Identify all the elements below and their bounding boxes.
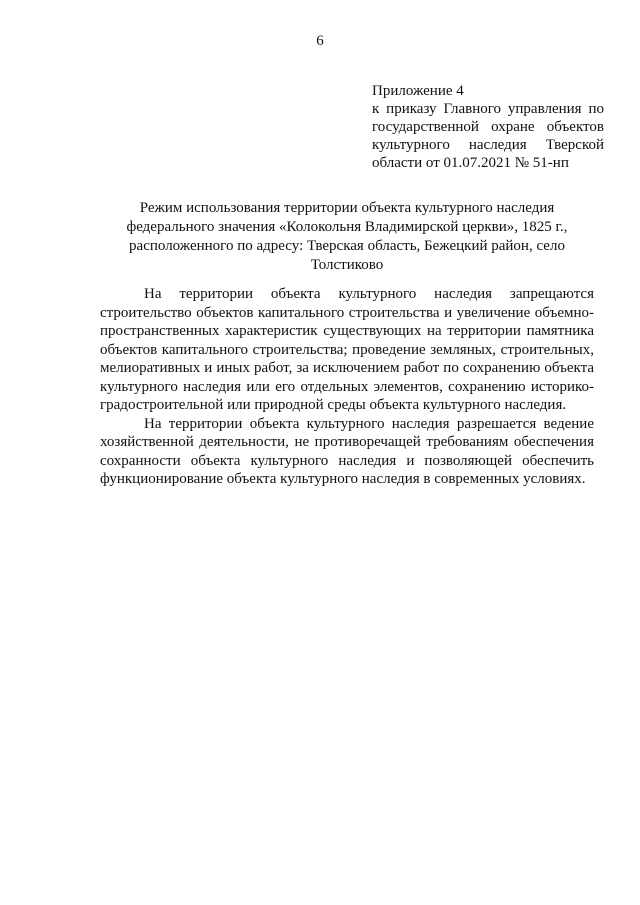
body-line: градостроительной или природной среды объекта культурного наследия.	[100, 397, 567, 413]
body-line: мелиоративных и иных работ, за исключением работ по сохранению объекта	[100, 360, 594, 376]
body-line: функционирование объекта культурного наследия в современных условиях.	[100, 471, 586, 487]
heading-line: Режим использования территории объекта культурного наследия	[139, 200, 555, 216]
body-line: На территории объекта культурного наследия запрещаются	[144, 286, 594, 302]
heading-line: Толстиково	[310, 257, 384, 273]
heading-line: федерального значения «Колокольня Владимирской церкви», 1825 г.,	[126, 219, 568, 235]
paragraph-permissions	[100, 415, 594, 489]
body-line: культурного наследия или его отдельных элементов, сохранению историко-	[100, 378, 594, 395]
document-body	[100, 285, 594, 489]
appendix-line: культурного наследия Тверской	[372, 137, 604, 153]
heading-line: расположенного по адресу: Тверская область, Бежецкий район, село	[129, 238, 565, 254]
body-line: сохранности объекта культурного наследия и позволяющей обеспечить	[100, 452, 594, 469]
body-line: строительство объектов капитального строительства и увеличение объемно-	[100, 304, 594, 321]
appendix-line: государственной охране объектов	[372, 119, 604, 135]
document-heading	[100, 199, 594, 275]
appendix-line: области от 01.07.2021 № 51-нп	[372, 155, 569, 171]
appendix-title: Приложение 4	[372, 83, 464, 99]
body-line: пространственных характеристик существующих на территории памятника	[100, 323, 594, 339]
body-line: На территории объекта культурного наследия разрешается ведение	[144, 415, 594, 432]
appendix-reference-block	[372, 82, 604, 172]
appendix-line: к приказу Главного управления по	[372, 101, 604, 117]
body-line: хозяйственной деятельности, не противоречащей требованиям обеспечения	[100, 434, 594, 450]
page-number: 6	[316, 33, 324, 49]
paragraph-prohibitions	[100, 285, 594, 415]
body-line: объектов капитального строительства; проведение земляных, строительных,	[100, 341, 594, 358]
